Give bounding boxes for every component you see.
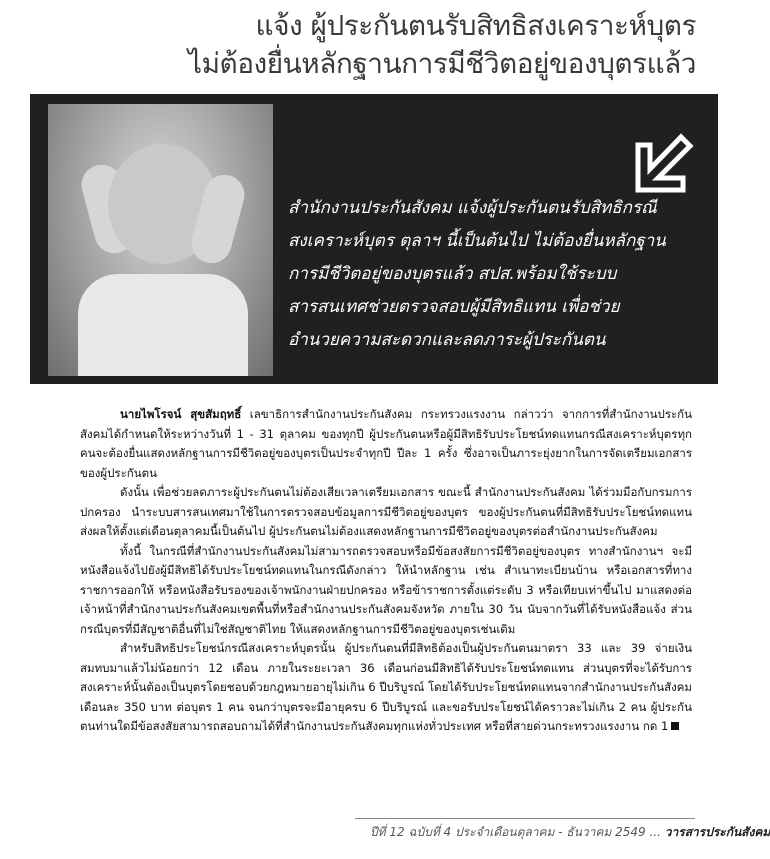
end-square-icon	[671, 722, 679, 730]
footer	[370, 823, 770, 842]
arrow-down-left-icon	[628, 130, 698, 200]
footer-rule	[355, 818, 695, 819]
body-paragraph: สำหรับสิทธิประโยชน์กรณีสงเคราะห์บุตรนั้น ผู้ประกันตนที่มีสิทธิต้องเป็นผู้ประกันตนมาตรา 33 และ 39 จ่ายเงินสมทบมาแล้วไม่น้อยกว่า 12 เดือน ภายในระยะเวลา 36 เดือนก่อนมีสิทธิได้รับประโยชน์ทดแทน ส่วนบุตรที่จะได้รับการสงเคราะห์นั้นต้องเป็นบุตรโดยชอบด้วยกฎหมายอายุไม่เกิน 6 ปีบริบูรณ์ โดยได้รับประโยชน์ทดแทนจากสำนักงานประกันสังคมเดือนละ 350 บาท ต่อบุตร 1 คน จนกว่าบุตรจะมีอายุครบ 6 ปีบริบูรณ์ และขอรับประโยชน์ได้คราวละไม่เกิน 2 คน ผู้ประกันตนท่านใดมีข้อสงสัยสามารถสอบถามได้ที่สำนักงานประกันสังคมทุกแห่งทั่วประเทศ หรือที่สายด่วนกระทรวงแรงงาน กด 1	[80, 641, 692, 733]
headline-line-2: ไม่ต้องยื่นหลักฐานการมีชีวิตอยู่ของบุตรแล้ว	[188, 47, 696, 80]
body-paragraph: ทั้งนี้ ในกรณีที่สำนักงานประกันสังคมไม่สามารถตรวจสอบหรือมีข้อสงสัยการมีชีวิตอยู่ของบุตร ทางสำนักงานฯ จะมีหนังสือแจ้งไปยังผู้มีสิทธิได้รับประโยชน์ทดแทนในกรณีดังกล่าว ให้นำหลักฐาน เช่น สำเนาทะเบียนบ้าน หรือเอกสารที่ทางราชการออกให้ หรือหนังสือรับรองของเจ้าพนักงานฝ่ายปกครอง หรือข้าราชการตั้งแต่ระดับ 3 หรือเทียบเท่าขึ้นไป มาแสดงต่อเจ้าหน้าที่สำนักงานประกันสังคมเขตพื้นที่หรือสำนักงานประกันสังคมจังหวัด ภายใน 30 วัน นับจากวันที่ได้รับหนังสือแจ้ง ส่วนกรณีบุตรที่มีสัญชาติอื่นที่ไม่ใช่สัญชาติไทย ให้แสดงหลักฐานการมีชีวิตอยู่ของบุตรเช่นเดิม	[80, 543, 692, 636]
body-paragraph: ดังนั้น เพื่อช่วยลดภาระผู้ประกันตนไม่ต้องเสียเวลาเตรียมเอกสาร ขณะนี้ สำนักงานประกันสังคม ได้ร่วมมือกับกรมการปกครอง นำระบบสารสนเทศมาใช้ในการตรวจสอบข้อมูลการมีชีวิตอยู่ของบุตร ของผู้ประกันตนที่มีสิทธิรับประโยชน์ทดแทน ส่งผลให้ตั้งแต่เดือนตุลาคมนี้เป็นต้นไป ผู้ประกันตนไม่ต้องแสดงหลักฐานการมีชีวิตอยู่ของบุตรต่อสำนักงานประกันสังคม	[80, 485, 692, 538]
headline-line-1: แจ้ง ผู้ประกันตนรับสิทธิสงเคราะห์บุตร	[255, 9, 696, 42]
person-name: นายไพโรจน์ สุขสัมฤทธิ์	[120, 407, 242, 421]
body-paragraph: นายไพโรจน์ สุขสัมฤทธิ์ เลขาธิการสำนักงานประกันสังคม กระทรวงแรงงาน กล่าวว่า จากการที่สำนักงานประกันสังคมได้กำหนดให้ระหว่างวันที่ 1 - 31 ตุลาคม ของทุกปี ผู้ประกันตนหรือผู้มีสิทธิรับประโยชน์ทดแทนกรณีสงเคราะห์บุตรทุกคนจะต้องยื่นแสดงหลักฐานการมีชีวิตอยู่ของบุตรเป็นประจำทุกปี ปีละ 1 ครั้ง ซึ่งอาจเป็นภาระยุ่งยากในการจัดเตรียมเอกสารของผู้ประกันตน	[80, 407, 692, 480]
article-body	[80, 405, 692, 737]
lead-paragraph: สำนักงานประกันสังคม แจ้งผู้ประกันตนรับสิทธิกรณี สงเคราะห์บุตร ตุลาฯ นี้เป็นต้นไป ไม่ต้องยื่นหลักฐาน การมีชีวิตอยู่ของบุตรแล้ว สปส.พร้อมใช้ระบบ สารสนเทศช่วยตรวจสอบผู้มีสิทธิแทน เพื่อช่วย อำนวยความสะดวกและลดภาระผู้ประกันตน	[288, 198, 666, 350]
child-photo	[48, 104, 273, 376]
issue-info: ปีที่ 12 ฉบับที่ 4 ประจำเดือนตุลาคม - ธันวาคม 2549 ...	[370, 825, 661, 839]
magazine-name: วารสารประกันสังคม	[664, 825, 770, 839]
